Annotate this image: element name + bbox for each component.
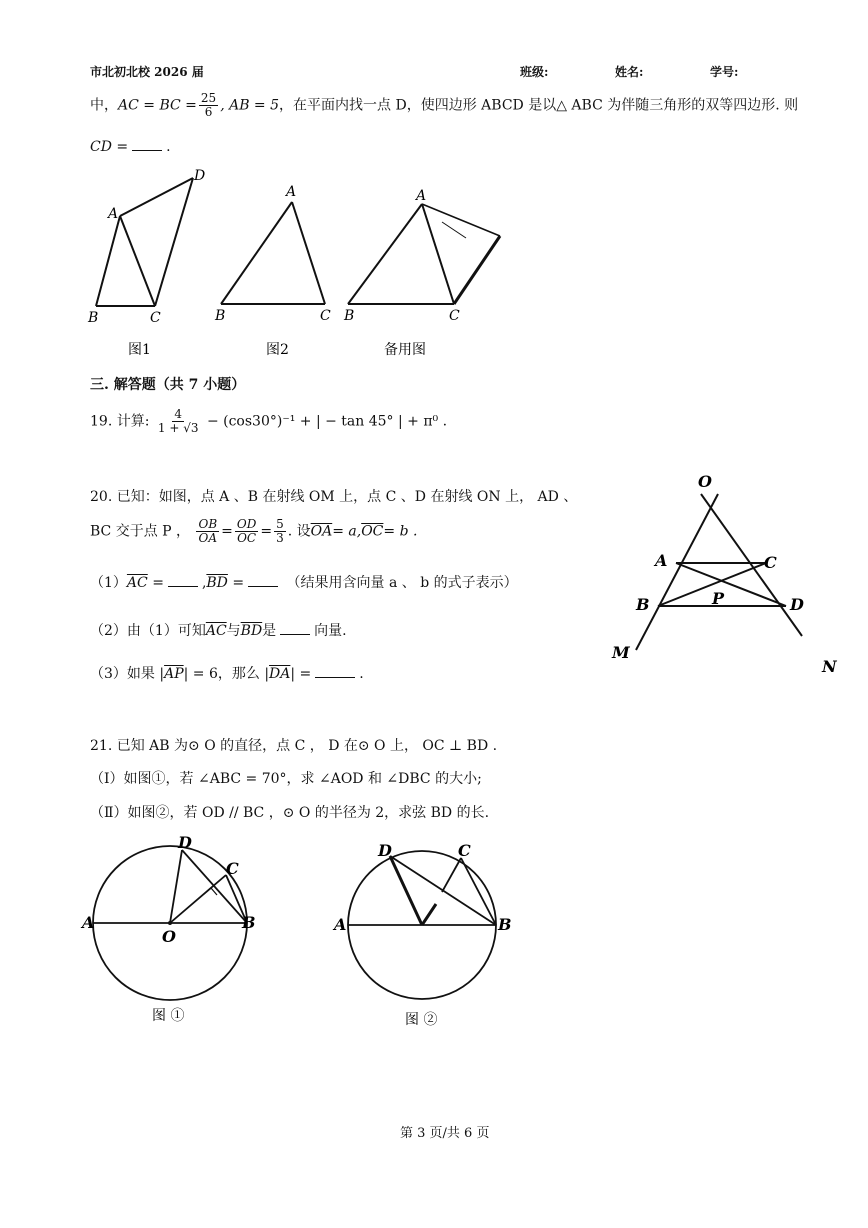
q21-fig1-caption: 图 ① [152, 1008, 185, 1024]
q20-line2-prefix: BC 交于点 P ， [90, 523, 191, 540]
segment-oc-fig1 [170, 875, 226, 923]
q21-fig2-label-a: A [334, 915, 347, 934]
q19-expression: − (cos30°)⁻¹ + | − tan 45° | + π⁰ . [206, 413, 448, 430]
spare-label-b: B [344, 308, 355, 324]
q20-p2-is: 是 [262, 623, 277, 639]
q20-frac-od-oc [235, 518, 258, 545]
section-3-title: 三. 解答题（共 7 小题） [90, 377, 246, 393]
q20-p2-mid: 与 [226, 623, 241, 639]
q18-cd: CD = [90, 139, 129, 155]
q20-f1-num: OB [198, 517, 218, 531]
q18-answer-blank[interactable] [132, 138, 162, 151]
q20-p2-end: 向量. [314, 623, 347, 639]
q20-line2 [90, 518, 417, 545]
page-footer: 第 3 页/共 6 页 [400, 1126, 490, 1141]
ray-on [701, 494, 802, 636]
q18-ab: , AB = 5 [220, 97, 280, 114]
q21-part2: （Ⅱ）如图②，若 OD // BC ，⊙ O 的半径为 2，求弦 BD 的长. [90, 805, 490, 821]
q20-p1-blank-ac[interactable] [168, 574, 198, 587]
q18-fraction [199, 92, 218, 119]
q20-f3-den: 3 [276, 531, 284, 545]
fig1-label-c: C [150, 310, 161, 326]
q19 [90, 408, 447, 435]
segment-cb-fig2 [461, 858, 496, 925]
q20-label-b: B [636, 595, 650, 614]
q20-f2-den: OC [237, 531, 257, 545]
q20-eq-b: = b . [383, 523, 418, 540]
q20-label-a: A [655, 551, 668, 570]
q21-fig1-label-o: O [162, 927, 176, 946]
q20-f3-num: 5 [276, 517, 284, 531]
ray-om [636, 494, 718, 650]
q20-f2-num: OD [236, 517, 257, 531]
q20-set: . 设 [287, 523, 311, 540]
fig1-label-a: A [108, 206, 119, 222]
segment-oc-fig2 [442, 858, 461, 892]
q18-line2 [90, 138, 171, 155]
segment-od-fig1 [170, 850, 182, 923]
q18-frac-num: 25 [200, 91, 217, 105]
q21-fig2-label-c: C [458, 841, 471, 860]
q21-line1 [90, 735, 497, 755]
q20-p3-period: . [359, 666, 364, 682]
q18-prefix: 中， [90, 97, 118, 114]
q18-figures [80, 160, 540, 365]
q20-p1-eq: = [152, 575, 164, 591]
q18-line1 [90, 92, 798, 119]
q21-line1-text: 已知 AB 为⊙ O 的直径，点 C ， D 在⊙ O 上， OC ⊥ BD . [116, 738, 498, 754]
q20-number: 20. [90, 489, 113, 505]
q20-p3-blank[interactable] [315, 665, 355, 678]
q20-p1-ac: $\overline{AC}$ [126, 575, 148, 591]
class-label: 班级: [520, 65, 549, 79]
spare-label-a: A [416, 188, 427, 204]
q18-period: . [166, 139, 171, 155]
q19-prefix: 计算: [116, 413, 150, 430]
q20-p3-ap: $\overline{AP}$ [164, 666, 184, 682]
q20-part1 [90, 572, 518, 592]
q20-eq-a: = a, [332, 523, 362, 540]
q21-fig2-label-b: B [498, 915, 512, 934]
q20-vec-oa: $\overline{OA}$ [310, 523, 333, 540]
spare-label-c: C [449, 308, 460, 324]
q18-ac-bc: AC = BC = [118, 97, 197, 114]
fig2-caption: 图2 [266, 342, 289, 358]
q20-label-m: M [612, 643, 630, 662]
q20-f1-den: OA [198, 531, 218, 545]
q20-p2-blank[interactable] [280, 622, 310, 635]
q20-p2-ac: $\overline{AC}$ [205, 623, 227, 639]
q20-line1-text: 已知：如图，点 A 、B 在射线 OM 上，点 C 、D 在射线 ON 上， AD 、 [116, 489, 578, 505]
q19-number: 19. [90, 413, 113, 430]
spare-caption: 备用图 [384, 342, 426, 358]
q20-part2 [90, 620, 347, 640]
q20-p2-text: （2）由（1）可知 [90, 623, 206, 639]
q20-p3-text: （3）如果 | [90, 666, 165, 682]
q20-p1-blank-bd[interactable] [248, 574, 278, 587]
name-label: 姓名: [615, 65, 644, 79]
q20-label-o: O [698, 472, 712, 491]
q20-p3-da: $\overline{DA}$ [269, 666, 291, 682]
q20-label-c: C [764, 553, 777, 572]
student-id-label: 学号: [710, 65, 739, 79]
center-dot-fig1 [168, 921, 172, 925]
q20-p1-eq2: = [232, 575, 245, 591]
q18-rest: ，在平面内找一点 D，使四边形 ABCD 是以△ ABC 为伴随三角形的双等四边形. 则 [279, 97, 799, 114]
q21-fig1-label-b: B [242, 913, 256, 932]
figure-2 [221, 202, 325, 304]
fig1-label-b: B [88, 310, 99, 326]
q20-part3 [90, 663, 364, 683]
q21-number: 21. [90, 738, 113, 754]
q20-p1-comma: , [201, 575, 207, 591]
q20-eq2: = [260, 523, 273, 540]
q20-p1-note: （结果用含向量 a 、 b 的式子表示） [286, 575, 518, 591]
q20-figure [600, 470, 850, 680]
q20-eq1: = [221, 523, 233, 540]
q20-p2-bd: $\overline{BD}$ [240, 623, 263, 639]
q21-fig1-label-d: D [178, 833, 192, 852]
q20-p3-mid: | = 6，那么 | [183, 666, 270, 682]
q21-fig1-label-c: C [226, 859, 239, 878]
q19-frac-den: 1 + √3 [157, 421, 199, 435]
fig2-label-a: A [286, 184, 297, 200]
segment-oc-fig2-sketch [422, 904, 436, 925]
q21-fig2-caption: 图 ② [405, 1012, 438, 1028]
q20-label-p: P [712, 589, 725, 608]
q20-label-d: D [790, 595, 804, 614]
fig1-label-d: D [194, 168, 206, 184]
school-header: 市北初北校 2026 届 [90, 65, 204, 79]
q21-fig1-label-a: A [82, 913, 95, 932]
q18-frac-den: 6 [204, 105, 213, 119]
q19-fraction [156, 408, 201, 435]
q20-frac-ob-oa [196, 518, 219, 545]
q20-label-n: N [822, 657, 837, 676]
q19-frac-num: 4 [174, 407, 183, 421]
q20-p1-bd: $\overline{BD}$ [206, 575, 228, 591]
fig2-label-c: C [320, 308, 331, 324]
fig1-caption: 图1 [128, 342, 151, 358]
q21-figures [80, 830, 540, 1040]
q21-part1: （Ⅰ）如图①，若 ∠ABC = 70°，求 ∠AOD 和 ∠DBC 的大小; [90, 771, 482, 787]
q20-p3-end: | = [290, 666, 312, 682]
spare-figure [348, 204, 500, 304]
fig2-label-b: B [215, 308, 226, 324]
figure-1 [96, 178, 193, 306]
q21-fig2-label-d: D [378, 841, 392, 860]
q20-frac-5-3 [274, 518, 286, 545]
q20-p1-label: （1） [90, 575, 127, 591]
q21-figure-2 [348, 851, 496, 999]
q20-line1 [90, 486, 577, 506]
q20-vec-oc: $\overline{OC}$ [361, 523, 384, 540]
